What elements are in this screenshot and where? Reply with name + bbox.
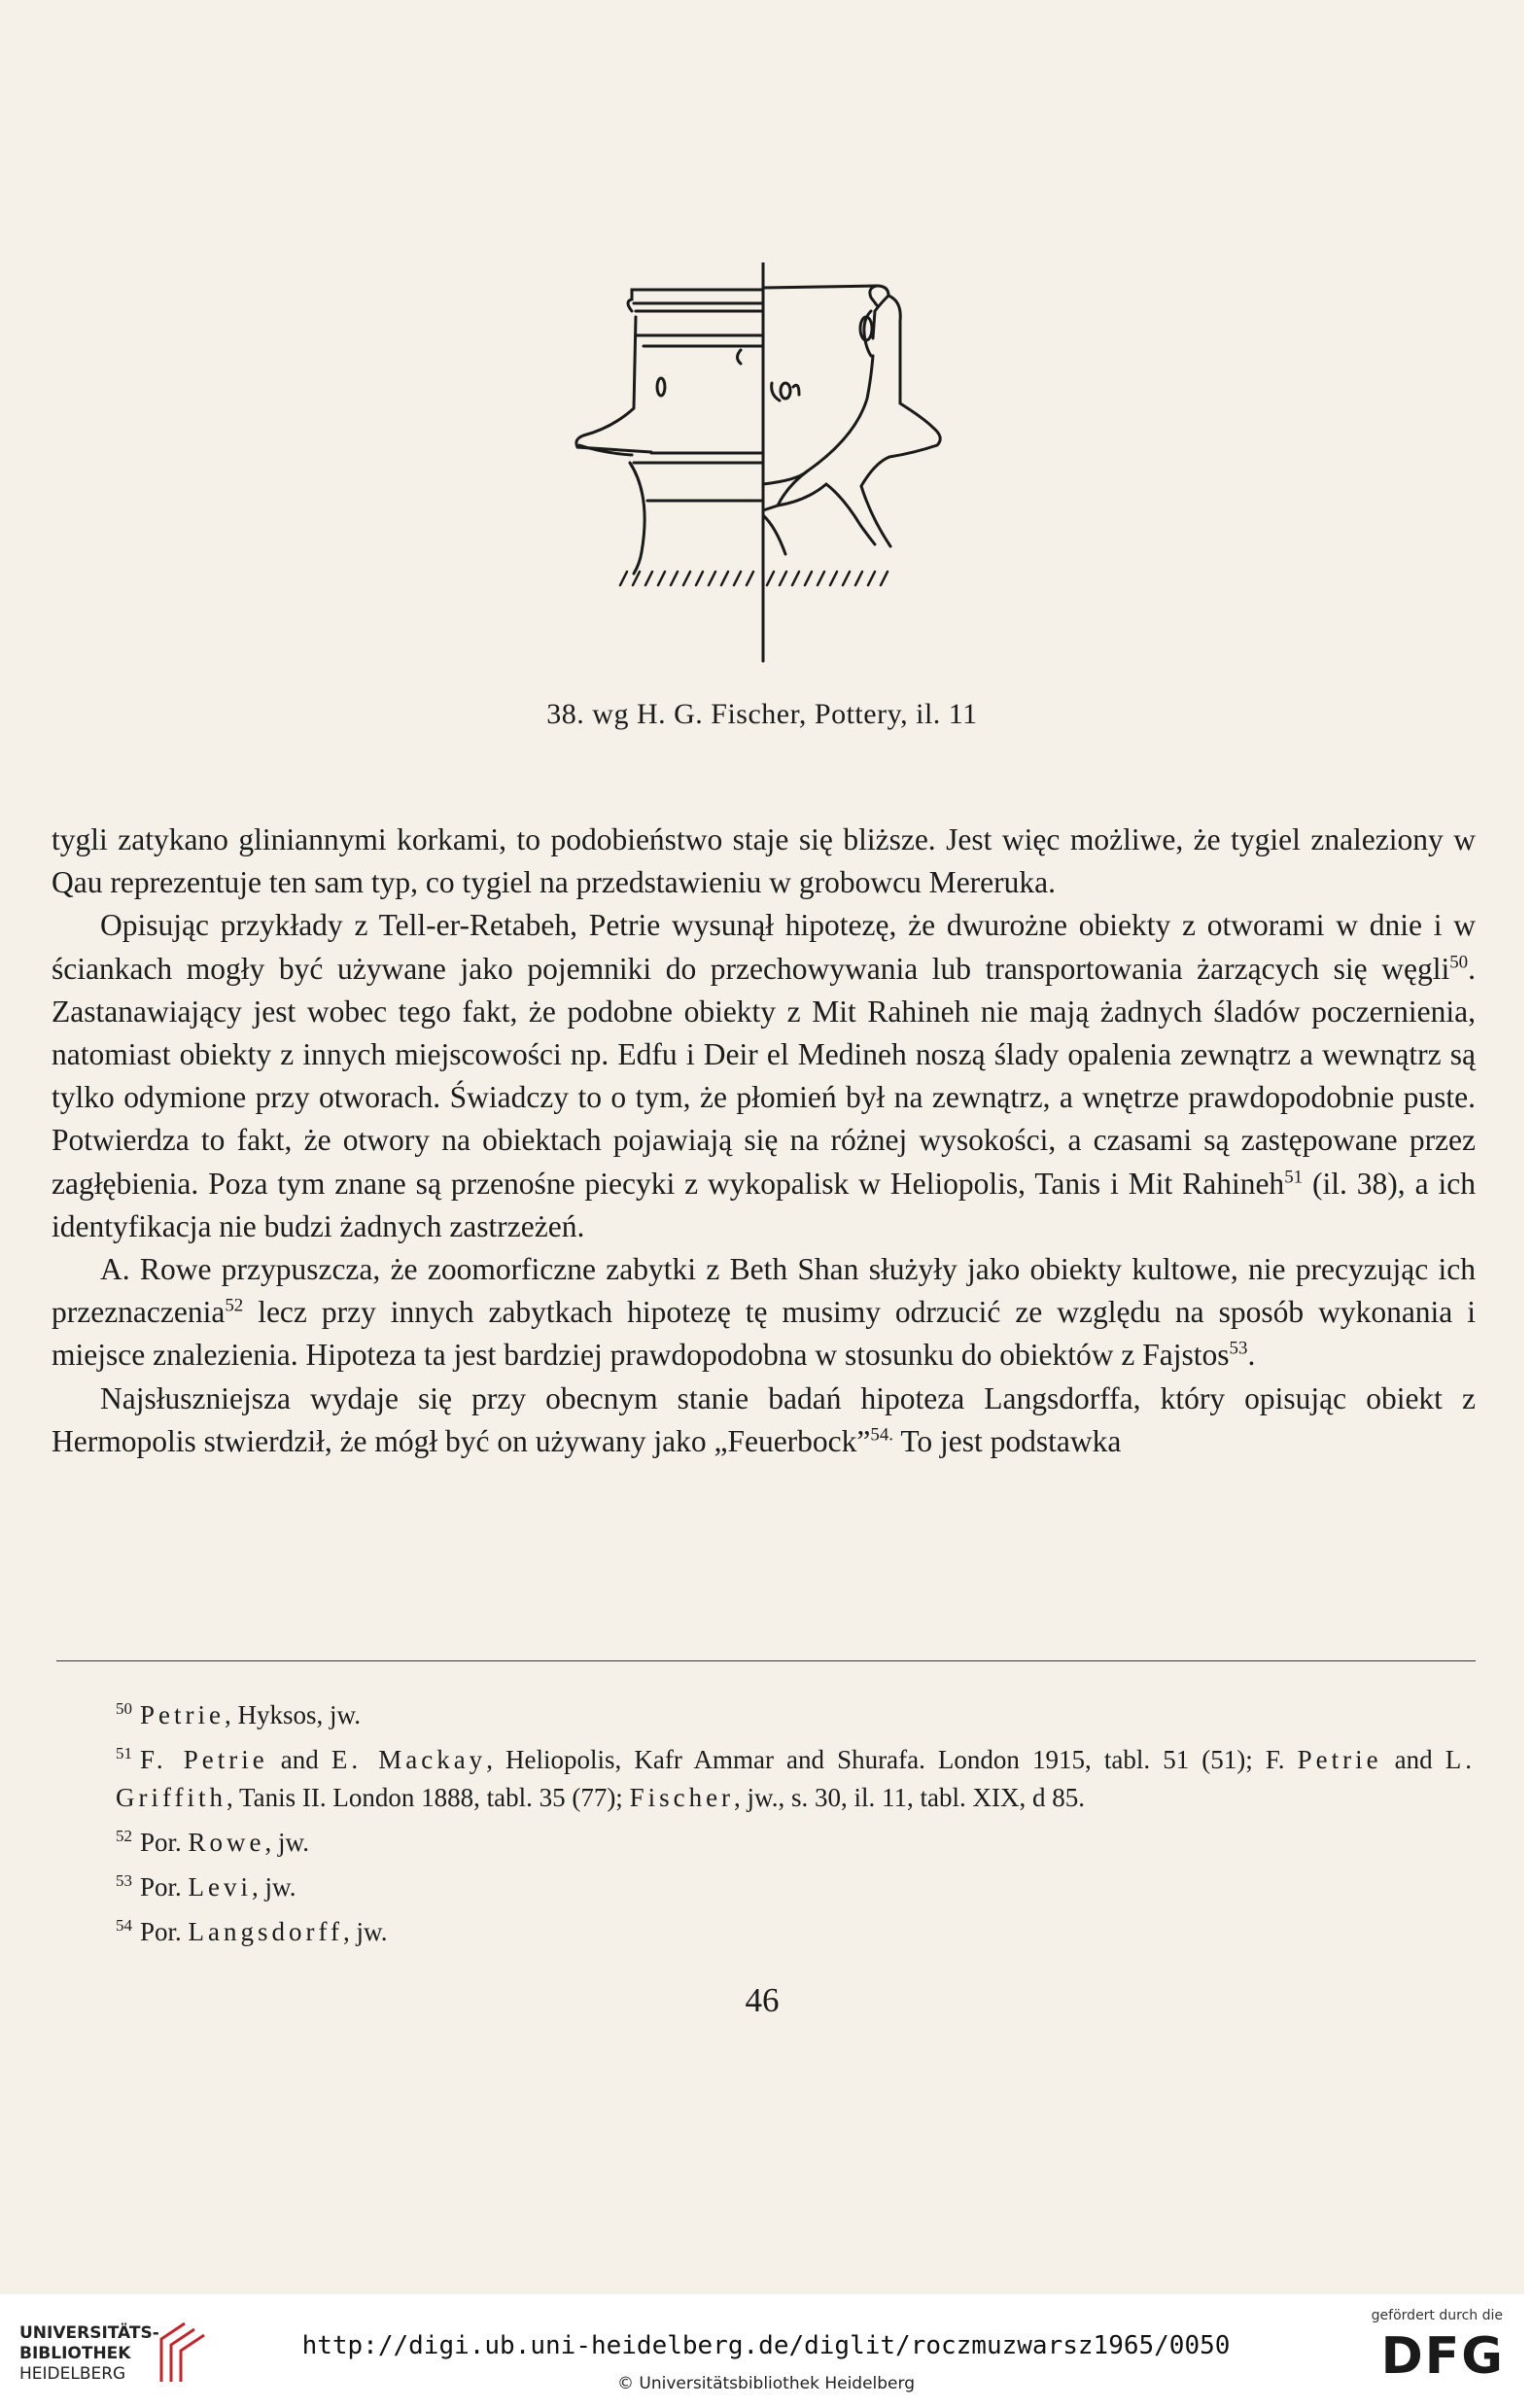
author-name: Rowe: [188, 1828, 265, 1857]
footnote-ref: 53: [1229, 1338, 1248, 1359]
author-name: Langsdorff: [188, 1917, 344, 1946]
footnote: [52, 1862, 1476, 1906]
footer-bar: [0, 2294, 1532, 2408]
author-name: Petrie: [1297, 1745, 1382, 1774]
footnote-number: 50: [116, 1699, 132, 1718]
footnote-text: Por.: [140, 1917, 189, 1946]
paragraph: [52, 819, 1476, 904]
author-name: E. Mackay: [331, 1745, 487, 1774]
pottery-figure: [515, 262, 1011, 671]
footnote-text: , jw.: [264, 1828, 310, 1857]
footnote-text: , Tanis II. London 1888, tabl. 35 (77);: [226, 1783, 630, 1812]
library-name-line2: BIBLIOTHEK: [19, 2344, 131, 2363]
paragraph-text: . Zastanawiający jest wobec tego fakt, że podobne obiekty z Mit Rahineh nie mają żadnych śladów poczernienia, natomiast obiekty z innych miejscowości np. Edfu i Deir el Medineh noszą ślady opalenia zewnątrz a wewnątrz są tylko odymione przy otworach. Świadczy to o tym, że płomień był na zewnątrz, a wnętrze prawdopodobnie puste. Potwierdza to fakt, że otwory na obiektach pojawiają się na różnej wysokości, a czasami są zastępowane przez zagłębienia. Poza tym znane są przenośne piecyki z wykopalisk w Heliopolis, Tanis i Mit Rahineh: [52, 951, 1476, 1201]
footnote-ref: 52: [225, 1295, 244, 1316]
paragraph-text: Opisując przykłady z Tell-er-Retabeh, Petrie wysunął hipotezę, że dwurożne obiekty z otworami w dnie i w ściankach mogły być używane jako pojemniki do przechowywania lub transportowania żarzących się węgli: [52, 908, 1476, 986]
figure-caption: 38. wg H. G. Fischer, Pottery, il. 11: [546, 698, 978, 730]
footnote: [52, 1734, 1476, 1817]
footnote-number: 52: [116, 1827, 132, 1845]
paragraph-text: (il. 38), a ich identyfikacja nie budzi żadnych zastrzeżeń.: [52, 1166, 1476, 1243]
paragraph-text: Najsłuszniejsza wydaje się przy obecnym stanie badań hipoteza Langsdorffa, który opisując obiekt z Hermopolis stwierdził, że mógł być on używany jako „Feuerbock”: [52, 1380, 1476, 1458]
footnote-text: and: [267, 1745, 331, 1774]
footnote-text: , Heliopolis, Kafr Ammar and Shurafa. London 1915, tabl. 51 (51); F.: [486, 1745, 1298, 1774]
footnote: [52, 1690, 1476, 1734]
footnote-number: 53: [116, 1871, 132, 1890]
paragraph-text: To jest podstawka: [893, 1423, 1122, 1458]
copyright-text: © Universitätsbibliothek Heidelberg: [616, 2374, 915, 2393]
author-name: F. Petrie: [140, 1745, 268, 1774]
paragraph-text: tygli zatykano gliniannymi korkami, to podobieństwo staje się bliższe. Jest więc możliwe, że tygiel znaleziony w Qau reprezentuje ten sam typ, co tygiel na przedstawieniu w grobowcu Mereruka.: [52, 822, 1476, 900]
footnote-text: , jw.: [343, 1917, 388, 1946]
footnote: [52, 1906, 1476, 1951]
footnote-text: , jw., s. 30, il. 11, tabl. XIX, d 85.: [734, 1783, 1086, 1812]
footnote-text: Por.: [140, 1828, 189, 1857]
paragraph: [52, 1378, 1476, 1463]
footnote-number: 54: [116, 1916, 132, 1935]
paragraph-text: A. Rowe przypuszcza, że zoomorficzne zabytki z Beth Shan służyły jako obiekty kultowe, nie precyzując ich przeznaczenia: [52, 1252, 1476, 1330]
library-name-line1: UNIVERSITÄTS-: [19, 2323, 159, 2343]
author-name: Fischer: [629, 1783, 735, 1812]
pottery-drawing-icon: [515, 262, 1011, 671]
paragraph-text: .: [1247, 1338, 1256, 1373]
body-text: [52, 819, 1476, 1463]
source-url-link[interactable]: http://digi.ub.uni-heidelberg.de/diglit/roczmuzwarsz1965/0050: [301, 2331, 1231, 2360]
author-name: L. Griffith: [116, 1745, 1477, 1812]
footnote-text: , Hyksos, jw.: [224, 1700, 361, 1729]
author-name: Levi: [188, 1872, 253, 1902]
footnote-divider: [56, 1660, 1476, 1661]
dfg-logo: DFG: [1380, 2327, 1505, 2386]
page-number: 46: [745, 1981, 780, 2019]
footnote-ref: 54.: [870, 1424, 894, 1446]
paragraph: [52, 904, 1476, 1248]
library-name-line3: HEIDELBERG: [19, 2364, 126, 2384]
paragraph-text: lecz przy innych zabytkach hipotezę tę musimy odrzucić ze względu na sposób wykonania i miejsce znalezienia. Hipoteza ta jest bardziej prawdopodobna w stosunku do obiektów z Fajstos: [52, 1295, 1476, 1373]
footnote: [52, 1817, 1476, 1862]
footnotes: [52, 1690, 1476, 1951]
paragraph: [52, 1248, 1476, 1378]
footnote-number: 51: [116, 1744, 132, 1762]
footnote-ref: 50: [1449, 952, 1469, 973]
footnote-text: , jw.: [252, 1872, 296, 1902]
footnote-ref: 51: [1284, 1167, 1304, 1188]
author-name: Petrie: [140, 1700, 225, 1729]
footnote-text: Por.: [140, 1872, 189, 1902]
funding-label: gefördert durch die: [1371, 2308, 1503, 2323]
footnote-text: and: [1381, 1745, 1445, 1774]
